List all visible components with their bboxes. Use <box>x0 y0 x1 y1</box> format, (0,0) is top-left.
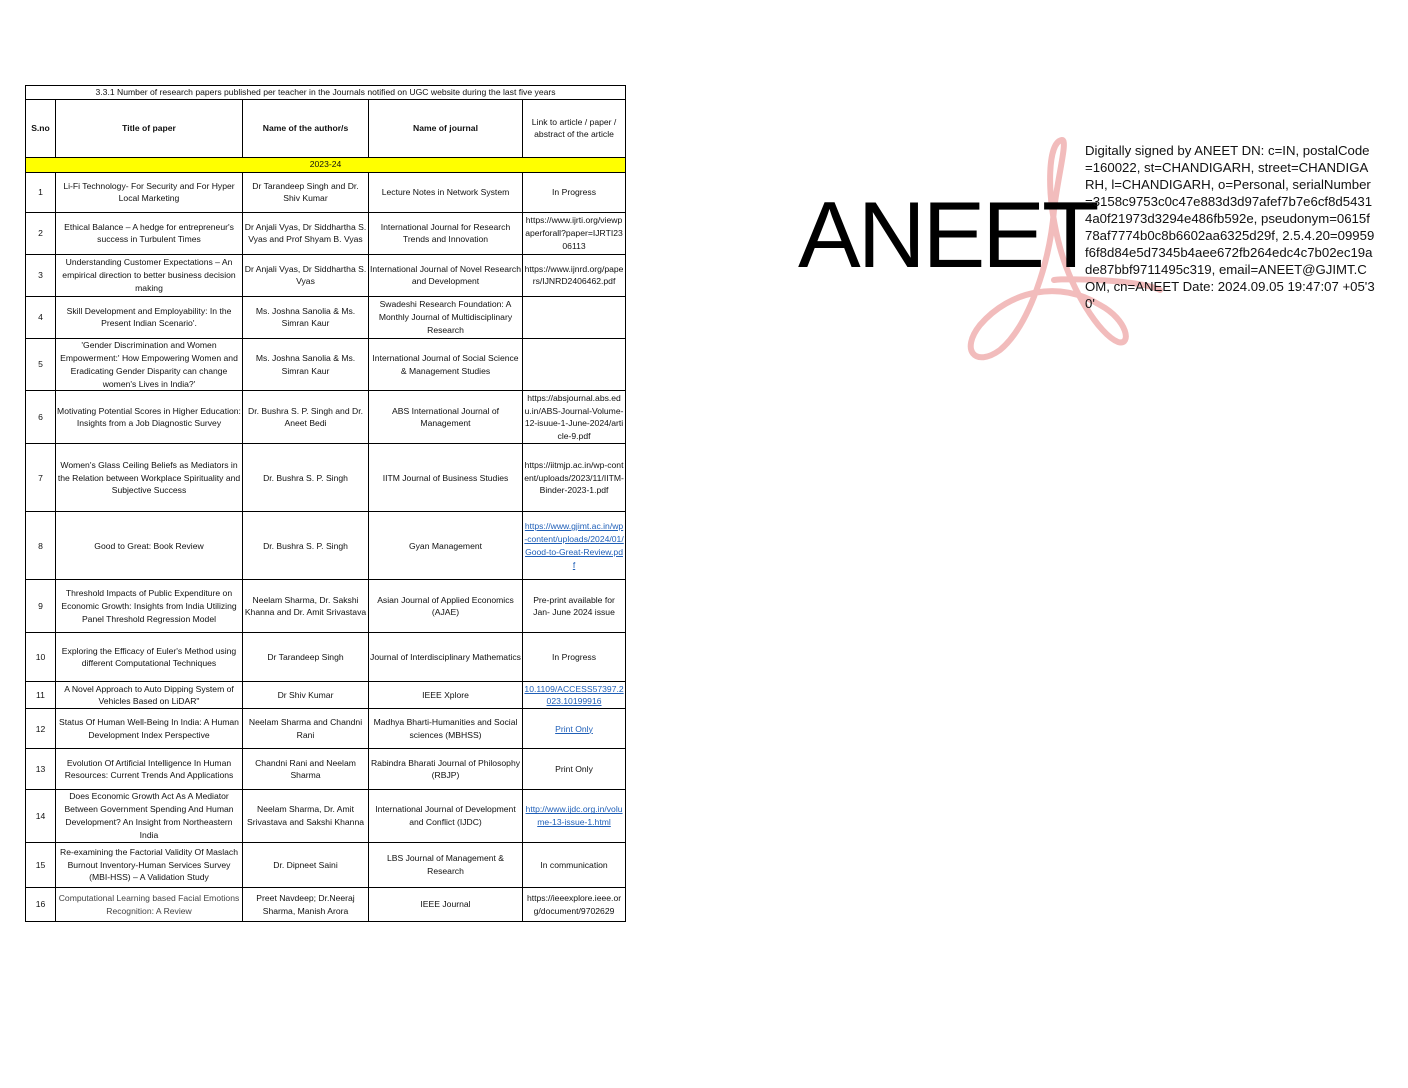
cell-authors: Preet Navdeep; Dr.Neeraj Sharma, Manish Arora <box>243 888 369 922</box>
cell-authors: Neelam Sharma and Chandni Rani <box>243 709 369 749</box>
cell-authors: Dr Tarandeep Singh and Dr. Shiv Kumar <box>243 172 369 212</box>
cell-authors: Dr Shiv Kumar <box>243 682 369 709</box>
cell-sno: 9 <box>26 580 56 633</box>
cell-journal: Gyan Management <box>369 512 523 580</box>
header-sno: S.no <box>26 99 56 157</box>
cell-journal: IEEE Xplore <box>369 682 523 709</box>
cell-sno: 14 <box>26 790 56 843</box>
table-row <box>26 580 626 633</box>
cell-sno: 1 <box>26 172 56 212</box>
cell-title: 'Gender Discrimination and Women Empowerment:' How Empowering Women and Eradicating Gender Disparity can change women's Lives in India?' <box>56 338 243 391</box>
cell-link <box>523 338 626 391</box>
cell-authors: Dr Anjali Vyas, Dr Siddhartha S. Vyas and Prof Shyam B. Vyas <box>243 212 369 254</box>
cell-link: Print Only <box>523 749 626 790</box>
cell-authors: Neelam Sharma, Dr. Amit Srivastava and Sakshi Khanna <box>243 790 369 843</box>
cell-sno: 16 <box>26 888 56 922</box>
cell-title: Re-examining the Factorial Validity Of Maslach Burnout Inventory-Human Services Survey (MBI-HSS) – A Validation Study <box>56 843 243 888</box>
signer-name: ANEET <box>798 182 1097 287</box>
cell-journal: International Journal of Novel Research and Development <box>369 254 523 296</box>
cell-journal: IEEE Journal <box>369 888 523 922</box>
cell-journal: IITM Journal of Business Studies <box>369 444 523 512</box>
cell-title: Threshold Impacts of Public Expenditure on Economic Growth: Insights from India Utilizing Panel Threshold Regression Model <box>56 580 243 633</box>
cell-title: Status Of Human Well-Being In India: A Human Development Index Perspective <box>56 709 243 749</box>
cell-title: Computational Learning based Facial Emotions Recognition: A Review <box>56 888 243 922</box>
cell-sno: 12 <box>26 709 56 749</box>
cell-journal: Swadeshi Research Foundation: A Monthly Journal of Multidisciplinary Research <box>369 296 523 338</box>
cell-authors: Dr Anjali Vyas, Dr Siddhartha S. Vyas <box>243 254 369 296</box>
cell-journal: LBS Journal of Management & Research <box>369 843 523 888</box>
cell-journal: Madhya Bharti-Humanities and Social sciences (MBHSS) <box>369 709 523 749</box>
cell-title: Ethical Balance – A hedge for entrepreneur's success in Turbulent Times <box>56 212 243 254</box>
cell-link: In Progress <box>523 172 626 212</box>
cell-title: Does Economic Growth Act As A Mediator Between Government Spending And Human Development? An Insight from Northeastern India <box>56 790 243 843</box>
cell-sno: 3 <box>26 254 56 296</box>
table-caption-row <box>26 86 626 100</box>
header-journal: Name of journal <box>369 99 523 157</box>
table-row <box>26 338 626 391</box>
cell-authors: Dr. Bushra S. P. Singh and Dr. Aneet Bedi <box>243 391 369 444</box>
cell-link: Pre-print available for Jan- June 2024 issue <box>523 580 626 633</box>
cell-title: Motivating Potential Scores in Higher Education: Insights from a Job Diagnostic Survey <box>56 391 243 444</box>
cell-sno: 2 <box>26 212 56 254</box>
cell-sno: 4 <box>26 296 56 338</box>
cell-sno: 8 <box>26 512 56 580</box>
cell-authors: Neelam Sharma, Dr. Sakshi Khanna and Dr. Amit Srivastava <box>243 580 369 633</box>
cell-journal: International Journal of Development and Conflict (IJDC) <box>369 790 523 843</box>
cell-sno: 7 <box>26 444 56 512</box>
cell-authors: Dr. Dipneet Saini <box>243 843 369 888</box>
table-row <box>26 843 626 888</box>
table-row <box>26 391 626 444</box>
cell-authors: Dr Tarandeep Singh <box>243 633 369 682</box>
cell-link: https://www.ijnrd.org/papers/IJNRD2406462.pdf <box>523 254 626 296</box>
cell-authors: Ms. Joshna Sanolia & Ms. Simran Kaur <box>243 338 369 391</box>
cell-link: In communication <box>523 843 626 888</box>
cell-title: Understanding Customer Expectations – An empirical direction to better business decision making <box>56 254 243 296</box>
cell-link: https://iitmjp.ac.in/wp-content/uploads/2023/11/IITM-Binder-2023-1.pdf <box>523 444 626 512</box>
year-row <box>26 157 626 172</box>
cell-link: https://ieeexplore.ieee.org/document/9702629 <box>523 888 626 922</box>
cell-authors: Ms. Joshna Sanolia & Ms. Simran Kaur <box>243 296 369 338</box>
table-caption: 3.3.1 Number of research papers published per teacher in the Journals notified on UGC website during the last five years <box>26 86 626 100</box>
table-row <box>26 790 626 843</box>
table-row <box>26 444 626 512</box>
header-row <box>26 99 626 157</box>
cell-title: Skill Development and Employability: In the Present Indian Scenario'. <box>56 296 243 338</box>
signature-details: Digitally signed by ANEET DN: c=IN, postalCode=160022, st=CHANDIGARH, street=CHANDIGARH, l=CHANDIGARH, o=Personal, serialNumber=3158c9753c0c47e883d3d97afef7b7e6cf8d54314a0f21973d3294e486fb592e, pseudonym=0615f78af7774b0c8b6602aa6325d29f, 2.5.4.20=09959f6f8d84e5d7345b4aee672fb264edc4c7b02ec19ade87bbf9711495c319, email=ANEET@GJIMT.COM, cn=ANEET Date: 2024.09.05 19:47:07 +05'30' <box>1085 143 1375 311</box>
cell-sno: 6 <box>26 391 56 444</box>
header-link: Link to article / paper / abstract of the article <box>523 99 626 157</box>
cell-sno: 11 <box>26 682 56 709</box>
cell-sno: 13 <box>26 749 56 790</box>
cell-journal: ABS International Journal of Management <box>369 391 523 444</box>
cell-link[interactable]: Print Only <box>523 709 626 749</box>
table-row <box>26 512 626 580</box>
table-row <box>26 172 626 212</box>
cell-sno: 15 <box>26 843 56 888</box>
cell-journal: Asian Journal of Applied Economics (AJAE) <box>369 580 523 633</box>
cell-title: Evolution Of Artificial Intelligence In Human Resources: Current Trends And Applications <box>56 749 243 790</box>
table-row <box>26 682 626 709</box>
research-papers-table <box>25 85 626 922</box>
table-row <box>26 709 626 749</box>
cell-link: https://www.ijrti.org/viewpaperforall?paper=IJRTI2306113 <box>523 212 626 254</box>
cell-authors: Dr. Bushra S. P. Singh <box>243 512 369 580</box>
cell-link[interactable]: https://www.gjimt.ac.in/wp-content/uploads/2024/01/Good-to-Great-Review.pdf <box>523 512 626 580</box>
table-row <box>26 888 626 922</box>
header-title: Title of paper <box>56 99 243 157</box>
cell-link[interactable]: http://www.ijdc.org.in/volume-13-issue-1.html <box>523 790 626 843</box>
header-authors: Name of the author/s <box>243 99 369 157</box>
cell-title: Li-Fi Technology- For Security and For Hyper Local Marketing <box>56 172 243 212</box>
cell-sno: 5 <box>26 338 56 391</box>
cell-link: In Progress <box>523 633 626 682</box>
table-row <box>26 296 626 338</box>
cell-title: Women's Glass Ceiling Beliefs as Mediators in the Relation between Workplace Spirituality and Subjective Success <box>56 444 243 512</box>
cell-journal: International Journal for Research Trends and Innovation <box>369 212 523 254</box>
cell-sno: 10 <box>26 633 56 682</box>
cell-link <box>523 296 626 338</box>
table-row <box>26 254 626 296</box>
cell-journal: Rabindra Bharati Journal of Philosophy (RBJP) <box>369 749 523 790</box>
year-label: 2023-24 <box>26 157 626 172</box>
table-row <box>26 212 626 254</box>
cell-authors: Chandni Rani and Neelam Sharma <box>243 749 369 790</box>
cell-journal: Lecture Notes in Network System <box>369 172 523 212</box>
cell-link: https://absjournal.abs.edu.in/ABS-Journal-Volume-12-isuue-1-June-2024/article-9.pdf <box>523 391 626 444</box>
table-row <box>26 749 626 790</box>
table-row <box>26 633 626 682</box>
cell-link[interactable]: 10.1109/ACCESS57397.2023.10199916 <box>523 682 626 709</box>
cell-journal: International Journal of Social Science & Management Studies <box>369 338 523 391</box>
cell-title: A Novel Approach to Auto Dipping System of Vehicles Based on LiDAR" <box>56 682 243 709</box>
cell-authors: Dr. Bushra S. P. Singh <box>243 444 369 512</box>
cell-journal: Journal of Interdisciplinary Mathematics <box>369 633 523 682</box>
cell-title: Exploring the Efficacy of Euler's Method using different Computational Techniques <box>56 633 243 682</box>
cell-title: Good to Great: Book Review <box>56 512 243 580</box>
